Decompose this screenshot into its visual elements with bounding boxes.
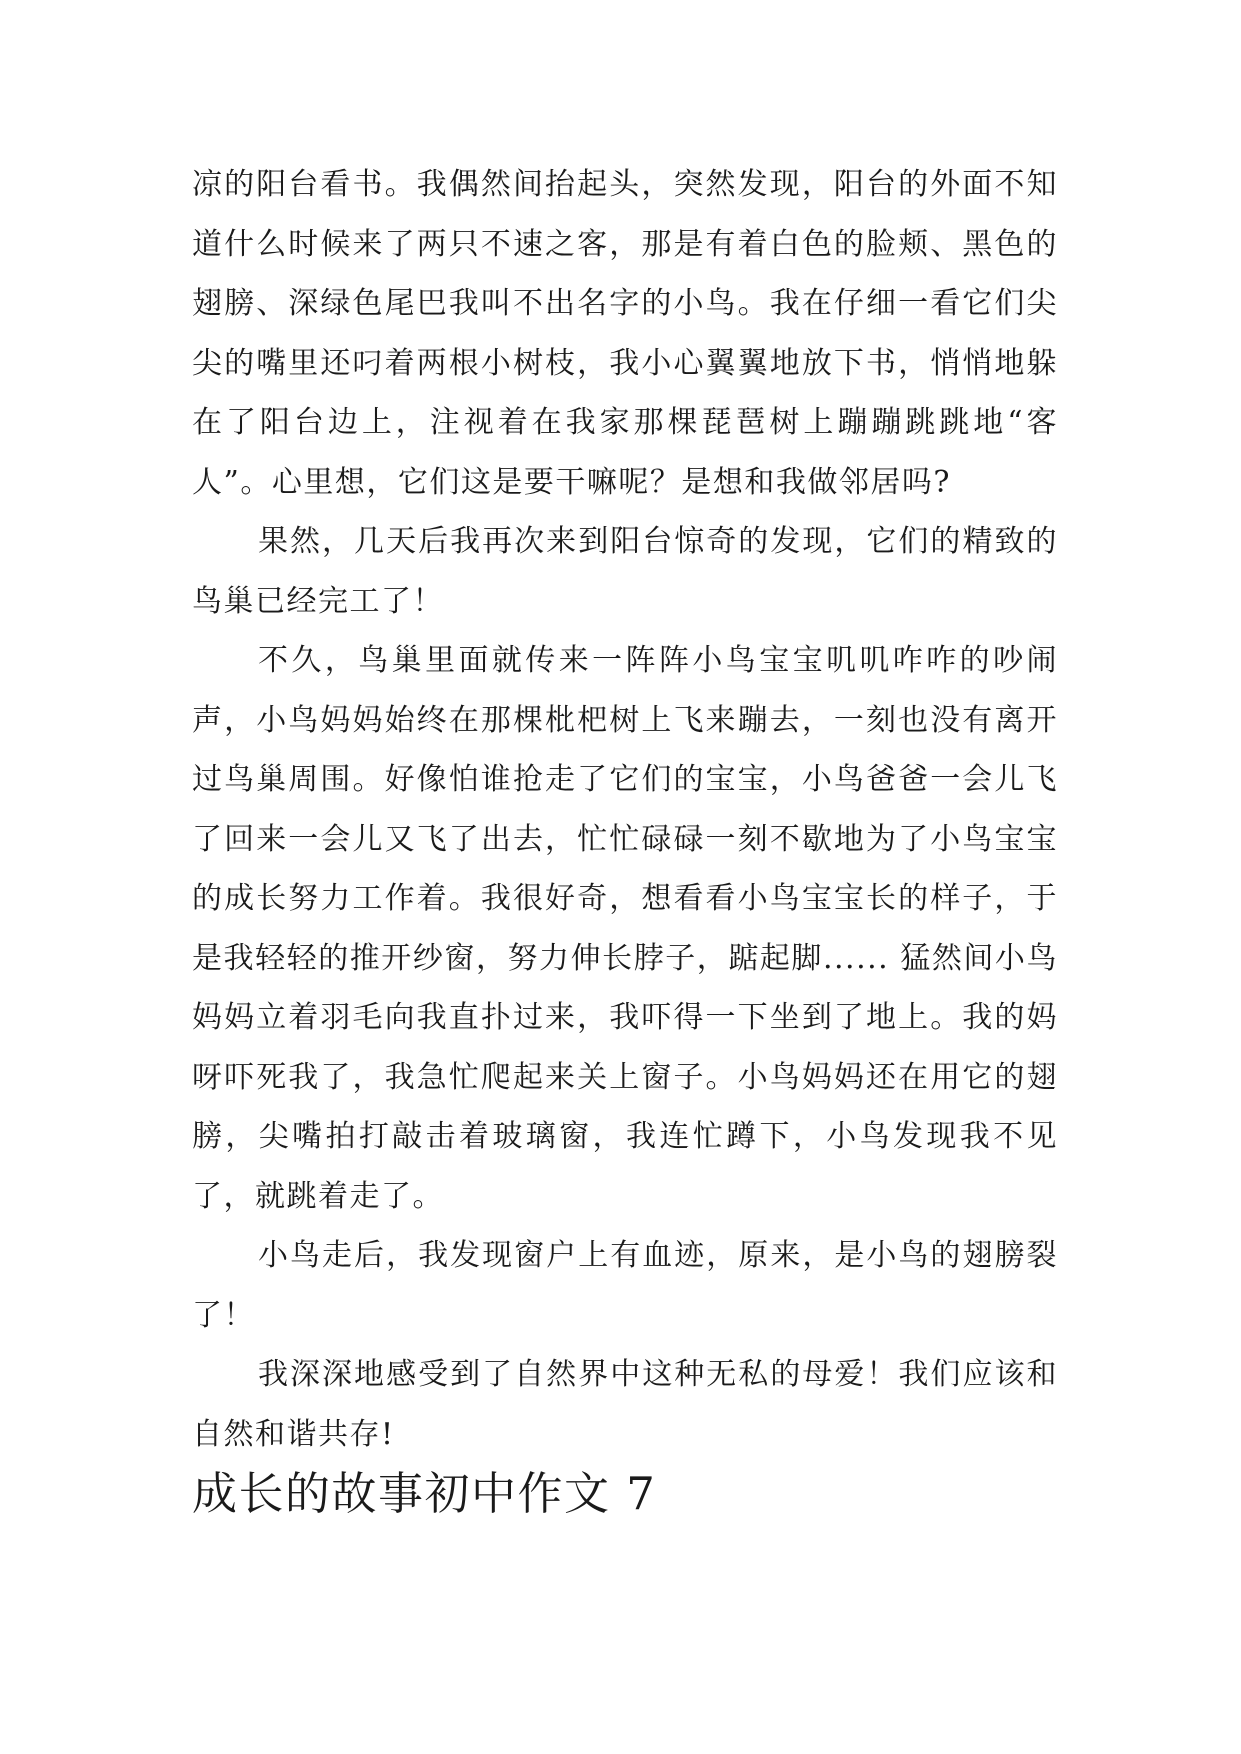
paragraph: 小鸟走后，我发现窗户上有血迹，原来，是小鸟的翅膀裂了！	[192, 1238, 1058, 1333]
paragraph: 不久，鸟巢里面就传来一阵阵小鸟宝宝叽叽咋咋的吵闹声，小鸟妈妈始终在那棵枇杷树上飞来蹦去，一刻也没有离开过鸟巢周围。好像怕谁抢走了它们的宝宝，小鸟爸爸一会儿飞了回来一会儿又飞了出去，忙忙碌碌一刻不歇地为了小鸟宝宝的成长努力工作着。我很好奇，想看看小鸟宝宝长的样子，于是我轻轻的推开纱窗，努力伸长脖子，踮起脚...... 猛然间小鸟妈妈立着羽毛向我直扑过来，我吓得一下坐到了地上。我的妈呀吓死我了，我急忙爬起来关上窗子。小鸟妈妈还在用它的翅膀，尖嘴拍打敲击着玻璃窗，我连忙蹲下，小鸟发现我不见了，就跳着走了。	[192, 643, 1058, 1214]
paragraph: 凉的阳台看书。我偶然间抬起头，突然发现，阳台的外面不知道什么时候来了两只不速之客，那是有着白色的脸颊、黑色的翅膀、深绿色尾巴我叫不出名字的小鸟。我在仔细一看它们尖尖的嘴里还叼着两根小树枝，我小心翼翼地放下书，悄悄地躲在了阳台边上，注视着在我家那棵琵琶树上蹦蹦跳跳地“客人”。心里想，它们这是要干嘛呢？是想和我做邻居吗?	[192, 167, 1058, 500]
paragraph: 果然，几天后我再次来到阳台惊奇的发现，它们的精致的鸟巢已经完工了！	[192, 524, 1058, 619]
paragraph: 我深深地感受到了自然界中这种无私的母爱！我们应该和自然和谐共存!	[192, 1357, 1058, 1452]
section-heading: 成长的故事初中作文 7	[192, 1467, 657, 1520]
document-body	[192, 155, 1058, 1524]
